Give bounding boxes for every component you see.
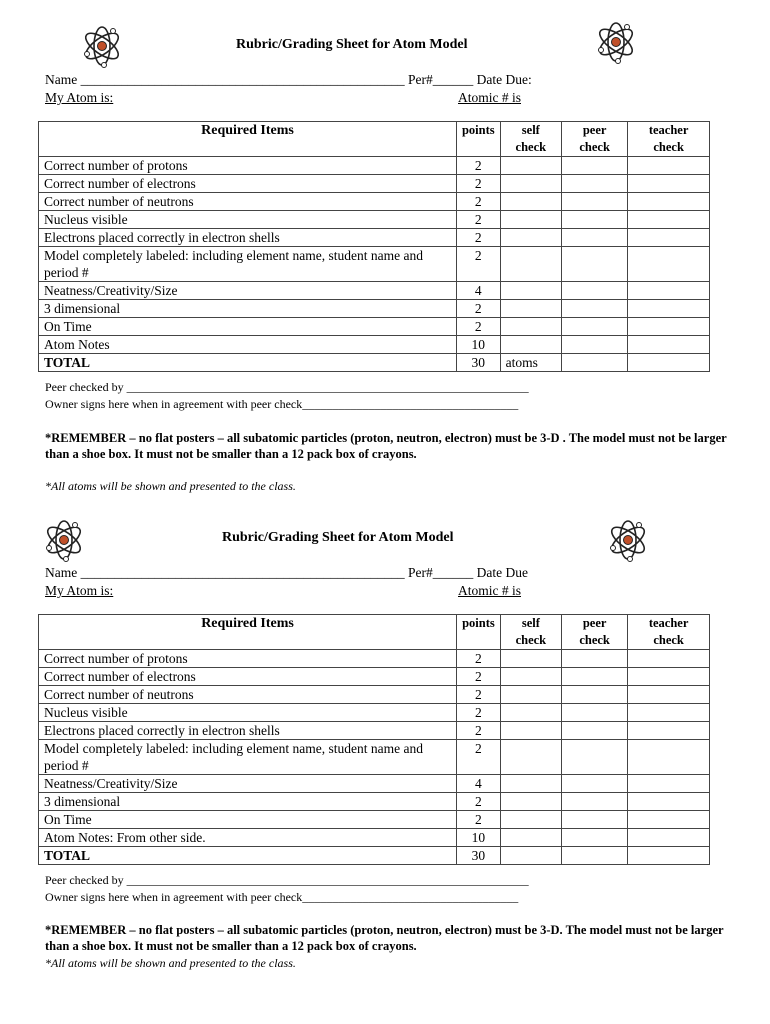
table-row [39, 740, 710, 775]
self-check-cell[interactable] [500, 193, 561, 211]
table-row [39, 175, 710, 193]
peer-check-cell[interactable] [562, 282, 628, 300]
points-cell: 4 [456, 282, 500, 300]
points-cell: 2 [456, 157, 500, 175]
item-cell: TOTAL [39, 354, 457, 372]
table-row [39, 336, 710, 354]
points-cell: 10 [456, 336, 500, 354]
teacher-check-cell[interactable] [628, 336, 710, 354]
peer-check-cell[interactable] [562, 211, 628, 229]
points-cell: 2 [456, 175, 500, 193]
item-cell: Electrons placed correctly in electron shells [39, 229, 457, 247]
presentation-note: *All atoms will be shown and presented to the class. [45, 479, 296, 493]
self-check-cell[interactable] [500, 811, 561, 829]
teacher-check-cell[interactable] [628, 829, 710, 847]
my-atom-line[interactable]: My Atom is: [45, 583, 114, 598]
table-row [39, 193, 710, 211]
column-header: points [457, 615, 501, 650]
column-header: teacher check [628, 122, 710, 157]
peer-check-cell[interactable] [562, 668, 628, 686]
my-atom-line[interactable]: My Atom is: [45, 90, 114, 105]
self-check-cell[interactable] [500, 318, 561, 336]
teacher-check-cell[interactable] [628, 704, 710, 722]
teacher-check-cell[interactable] [628, 650, 710, 668]
table-row [39, 211, 710, 229]
points-cell: 2 [456, 193, 500, 211]
teacher-check-cell[interactable] [628, 175, 710, 193]
teacher-check-cell[interactable] [628, 793, 710, 811]
rubric-table [38, 614, 710, 865]
points-cell: 2 [457, 650, 501, 668]
item-cell: Correct number of protons [39, 650, 457, 668]
item-cell: Atom Notes: From other side. [39, 829, 457, 847]
atomic-number-line[interactable]: Atomic # is [458, 583, 521, 598]
points-cell: 2 [456, 300, 500, 318]
teacher-check-cell[interactable] [628, 354, 710, 372]
table-row [39, 722, 710, 740]
item-cell: Correct number of neutrons [39, 686, 457, 704]
teacher-check-cell[interactable] [628, 318, 710, 336]
column-header: Required Items [39, 615, 457, 650]
self-check-cell[interactable] [500, 282, 561, 300]
peer-check-cell[interactable] [562, 722, 628, 740]
item-cell: Correct number of electrons [39, 668, 457, 686]
teacher-check-cell[interactable] [628, 300, 710, 318]
teacher-check-cell[interactable] [628, 282, 710, 300]
name-line[interactable]: Name ________________________________________________ Per#______ Date Due: [45, 72, 532, 87]
teacher-check-cell[interactable] [628, 668, 710, 686]
column-header: peer check [562, 122, 628, 157]
peer-check-cell[interactable] [562, 793, 628, 811]
peer-check-cell[interactable] [562, 300, 628, 318]
peer-check-cell[interactable] [562, 847, 628, 865]
self-check-cell[interactable] [500, 175, 561, 193]
table-row [39, 793, 710, 811]
column-header: peer check [562, 615, 628, 650]
points-cell: 2 [457, 668, 501, 686]
peer-check-cell[interactable] [562, 193, 628, 211]
table-row [39, 811, 710, 829]
item-cell: Neatness/Creativity/Size [39, 282, 457, 300]
column-header: points [456, 122, 500, 157]
teacher-check-cell[interactable] [628, 811, 710, 829]
teacher-check-cell[interactable] [628, 775, 710, 793]
self-check-cell[interactable] [500, 722, 561, 740]
self-check-cell[interactable] [500, 704, 561, 722]
points-cell: 2 [456, 247, 500, 282]
rubric-table [38, 121, 710, 372]
name-line[interactable]: Name ________________________________________________ Per#______ Date Due [45, 565, 528, 580]
total-row [39, 354, 710, 372]
table-header-row [39, 122, 710, 157]
points-cell: 2 [457, 793, 501, 811]
item-cell: Correct number of neutrons [39, 193, 457, 211]
peer-check-cell[interactable] [562, 336, 628, 354]
points-cell: 2 [457, 686, 501, 704]
self-check-cell[interactable] [500, 247, 561, 282]
column-header: self check [500, 122, 561, 157]
peer-check-cell[interactable] [562, 650, 628, 668]
column-header: self check [500, 615, 561, 650]
points-cell: 2 [457, 811, 501, 829]
table-row [39, 775, 710, 793]
table-header-row [39, 615, 710, 650]
owner-signs-line[interactable]: Owner signs here when in agreement with peer check____________________________________ [45, 890, 519, 904]
item-cell: 3 dimensional [39, 300, 457, 318]
self-check-cell[interactable] [500, 686, 561, 704]
item-cell: TOTAL [39, 847, 457, 865]
peer-check-cell[interactable] [562, 247, 628, 282]
peer-check-cell[interactable] [562, 740, 628, 775]
self-check-cell[interactable] [500, 775, 561, 793]
atom-icon [42, 518, 86, 562]
column-header: Required Items [39, 122, 457, 157]
peer-check-cell[interactable] [562, 229, 628, 247]
total-row [39, 847, 710, 865]
peer-check-cell[interactable] [562, 175, 628, 193]
item-cell: Nucleus visible [39, 211, 457, 229]
item-cell: Correct number of protons [39, 157, 457, 175]
atomic-number-line[interactable]: Atomic # is [458, 90, 521, 105]
table-row [39, 247, 710, 282]
atom-icon [80, 24, 124, 68]
peer-check-cell[interactable] [562, 157, 628, 175]
self-check-cell[interactable] [500, 300, 561, 318]
atom-icon [606, 518, 650, 562]
table-row [39, 650, 710, 668]
points-cell: 30 [456, 354, 500, 372]
teacher-check-cell[interactable] [628, 847, 710, 865]
table-row [39, 300, 710, 318]
presentation-note: *All atoms will be shown and presented to the class. [45, 956, 296, 970]
points-cell: 2 [457, 722, 501, 740]
self-check-cell[interactable] [500, 229, 561, 247]
owner-signs-line[interactable]: Owner signs here when in agreement with peer check____________________________________ [45, 397, 519, 411]
points-cell: 2 [457, 704, 501, 722]
item-cell: 3 dimensional [39, 793, 457, 811]
peer-check-cell[interactable] [562, 704, 628, 722]
table-row [39, 668, 710, 686]
points-cell: 2 [457, 740, 501, 775]
self-check-cell[interactable] [500, 668, 561, 686]
table-row [39, 157, 710, 175]
item-cell: Model completely labeled: including element name, student name and period # [39, 247, 457, 282]
self-check-cell[interactable] [500, 829, 561, 847]
peer-check-cell[interactable] [562, 686, 628, 704]
teacher-check-cell[interactable] [628, 740, 710, 775]
atom-icon [594, 20, 638, 64]
teacher-check-cell[interactable] [628, 686, 710, 704]
peer-check-cell[interactable] [562, 354, 628, 372]
points-cell: 10 [457, 829, 501, 847]
self-check-cell[interactable] [500, 847, 561, 865]
peer-checked-line[interactable]: Peer checked by ___________________________________________________________________ [45, 873, 529, 887]
points-cell: 2 [456, 211, 500, 229]
item-cell: On Time [39, 811, 457, 829]
item-cell: Atom Notes [39, 336, 457, 354]
item-cell: Nucleus visible [39, 704, 457, 722]
self-check-cell[interactable] [500, 211, 561, 229]
item-cell: Model completely labeled: including element name, student name and period # [39, 740, 457, 775]
item-cell: On Time [39, 318, 457, 336]
teacher-check-cell[interactable] [628, 229, 710, 247]
points-cell: 2 [456, 229, 500, 247]
column-header: teacher check [628, 615, 710, 650]
item-cell: Correct number of electrons [39, 175, 457, 193]
peer-check-cell[interactable] [562, 775, 628, 793]
teacher-check-cell[interactable] [628, 722, 710, 740]
remember-note: *REMEMBER – no flat posters – all subatomic particles (proton, neutron, electron) must be 3-D . The model must not be larger than a shoe box. It must not be smaller than a 12 pack box of crayons. [45, 431, 727, 461]
table-row [39, 318, 710, 336]
peer-check-cell[interactable] [562, 811, 628, 829]
points-cell: 30 [457, 847, 501, 865]
item-cell: Neatness/Creativity/Size [39, 775, 457, 793]
teacher-check-cell[interactable] [628, 157, 710, 175]
self-check-cell[interactable] [500, 336, 561, 354]
sheet-title: Rubric/Grading Sheet for Atom Model [222, 530, 454, 545]
remember-note: *REMEMBER – no flat posters – all subatomic particles (proton, neutron, electron) must be 3-D. The model must not be larger than a shoe box. It must not be smaller than a 12 pack box of crayons. [45, 923, 724, 953]
table-row [39, 704, 710, 722]
self-check-cell[interactable] [500, 793, 561, 811]
points-cell: 2 [456, 318, 500, 336]
self-check-cell[interactable] [500, 650, 561, 668]
self-check-cell[interactable] [500, 157, 561, 175]
teacher-check-cell[interactable] [628, 193, 710, 211]
peer-check-cell[interactable] [562, 829, 628, 847]
sheet-title: Rubric/Grading Sheet for Atom Model [236, 37, 468, 52]
teacher-check-cell[interactable] [628, 247, 710, 282]
table-row [39, 282, 710, 300]
table-row [39, 229, 710, 247]
peer-check-cell[interactable] [562, 318, 628, 336]
peer-checked-line[interactable]: Peer checked by ___________________________________________________________________ [45, 380, 529, 394]
table-row [39, 686, 710, 704]
points-cell: 4 [457, 775, 501, 793]
self-check-cell[interactable] [500, 740, 561, 775]
self-check-cell[interactable]: atoms [500, 354, 561, 372]
item-cell: Electrons placed correctly in electron shells [39, 722, 457, 740]
teacher-check-cell[interactable] [628, 211, 710, 229]
table-row [39, 829, 710, 847]
